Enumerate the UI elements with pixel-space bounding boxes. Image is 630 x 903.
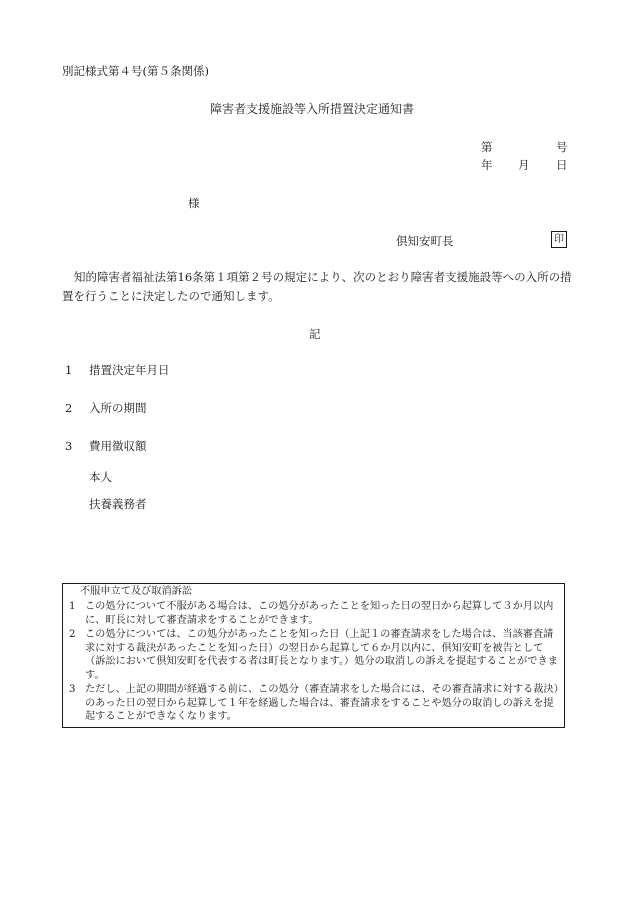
form-label: 別記様式第４号(第５条関係) — [62, 64, 209, 78]
item-decision-date: 措置決定年月日 — [89, 363, 170, 377]
notice-item-number: 3 — [69, 684, 76, 695]
date-month-label: 月 — [518, 158, 530, 172]
sub-item-guardian: 扶養義務者 — [89, 497, 147, 511]
recipient-honorific: 様 — [188, 196, 200, 210]
item-fee-amount: 費用徴収額 — [89, 439, 147, 453]
document-title: 障害者支援施設等入所措置決定通知書 — [210, 102, 415, 116]
notice-item — [69, 628, 563, 682]
notice-item-number: 1 — [69, 601, 76, 612]
body-text: 知的障害者福祉法第16条第１項第２号の規定により、次のとおり障害者支援施設等への入所の措置を行うことに決定したので通知します。 — [62, 270, 572, 303]
notice-title: 不服申立て及び取消訴訟 — [80, 586, 193, 597]
notice-item-text: この処分については、この処分があったことを知った日（上記１の審査請求をした場合は、当該審査請求に対する裁決があったことを知った日）の翌日から起算して６か月以内に、倶知安町を被告として（訴訟において倶知安町を代表する者は町長となります。）処分の取消しの訴えを提起することができます。 — [85, 629, 558, 681]
item-number: 1 — [65, 363, 73, 377]
appeal-notice-box — [62, 583, 565, 728]
date-day-label: 日 — [556, 158, 568, 172]
document-number-suffix: 号 — [556, 140, 568, 154]
notice-item — [69, 683, 563, 724]
item-number: 2 — [65, 401, 73, 415]
issuer-name: 倶知安町長 — [396, 234, 454, 248]
item-admission-period: 入所の期間 — [89, 401, 147, 415]
notice-item — [69, 600, 563, 627]
notice-item-text: ただし、上記の期間が経過する前に、この処分（審査請求をした場合には、その審査請求に対する裁決）のあった日の翌日から起算して１年を経過した場合は、審査請求をすることや処分の取消しの訴えを提起することができなくなります。 — [85, 684, 559, 723]
seal-stamp: 印 — [551, 231, 567, 248]
notice-item-number: 2 — [69, 629, 76, 640]
sub-item-self: 本人 — [89, 470, 112, 484]
document-number-label: 第 — [481, 140, 493, 154]
date-year-label: 年 — [481, 158, 493, 172]
ki-heading: 記 — [309, 327, 321, 341]
item-number: 3 — [65, 439, 73, 453]
notice-item-text: この処分について不服がある場合は、この処分があったことを知った日の翌日から起算して３か月以内に、町長に対して審査請求をすることができます。 — [85, 601, 554, 626]
